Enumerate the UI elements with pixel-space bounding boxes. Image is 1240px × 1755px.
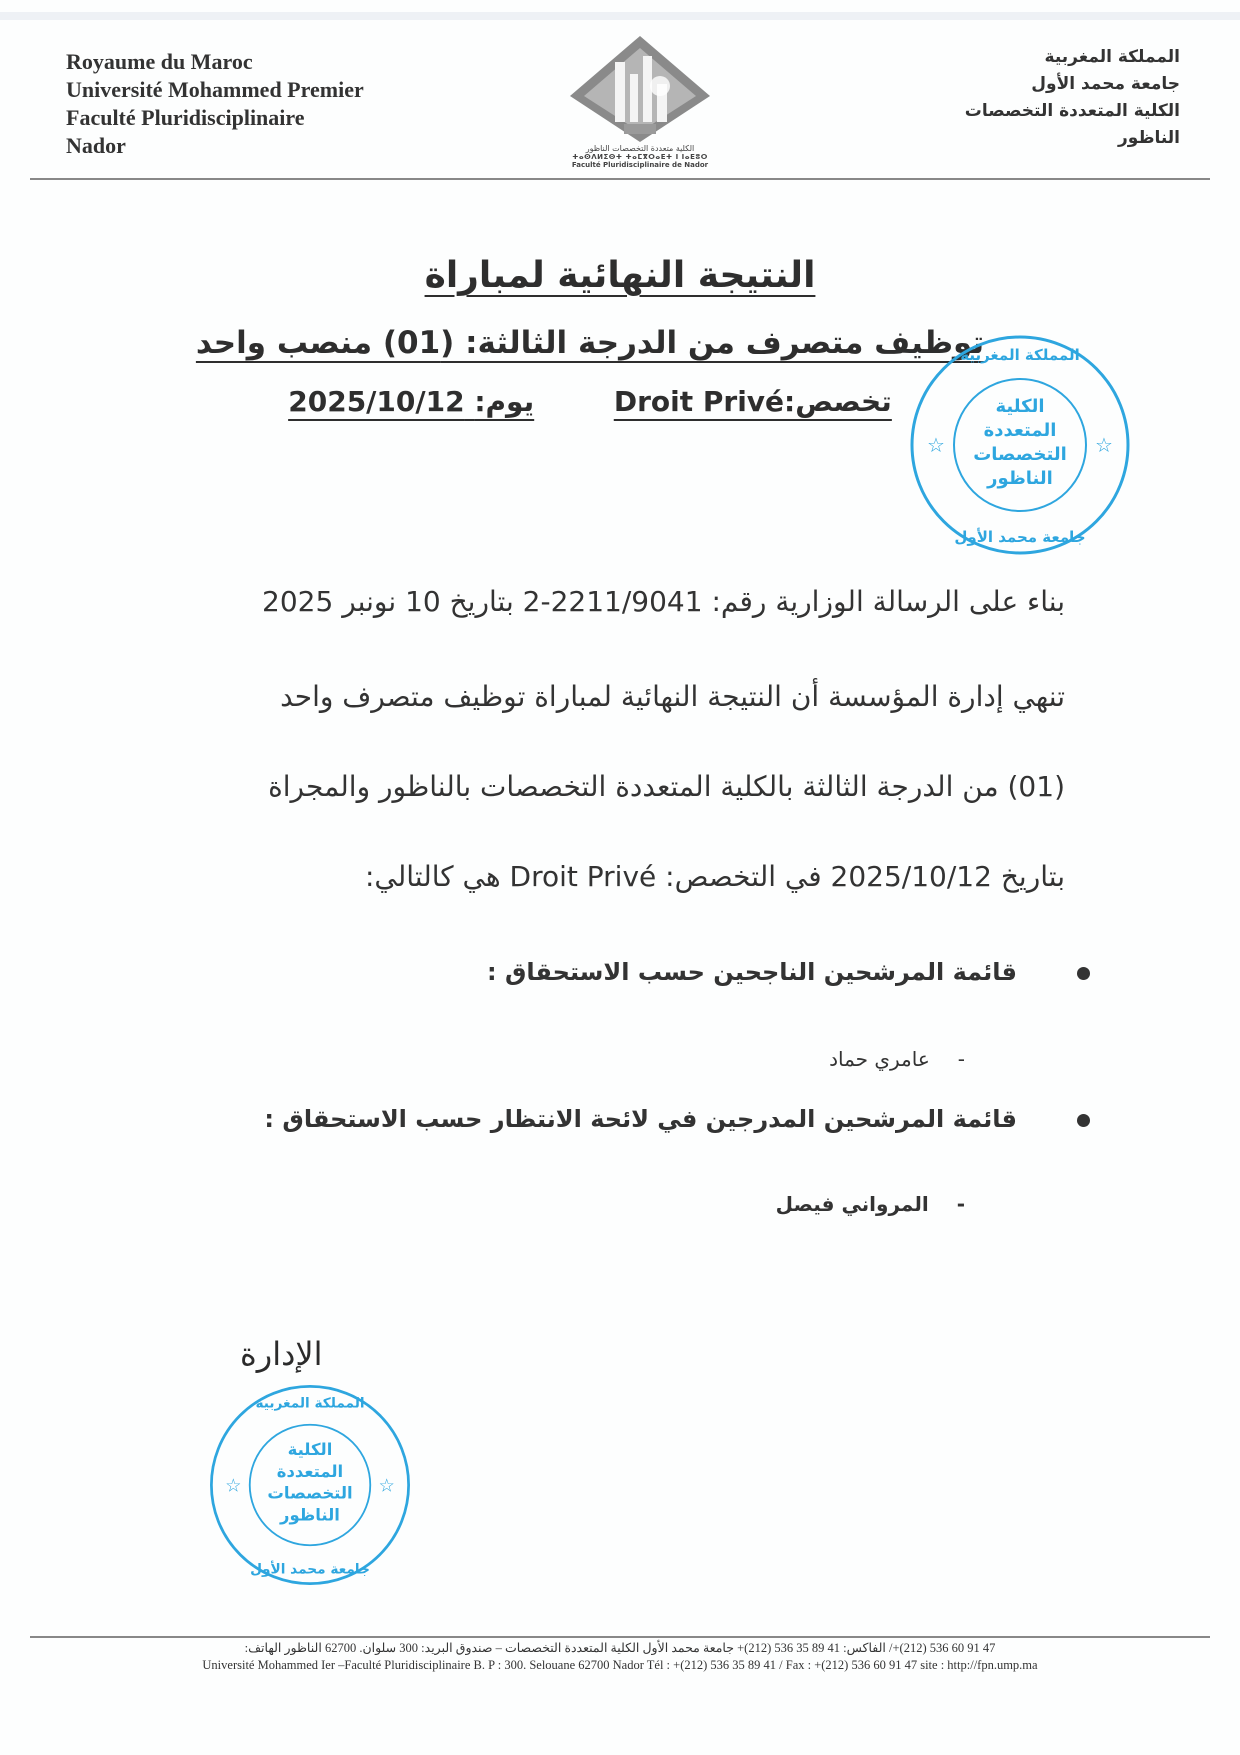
stamp-inner-line: التخصصات (267, 1483, 353, 1503)
header-divider (30, 178, 1210, 180)
scan-edge-strip (0, 12, 1240, 20)
logo-caption-tifinagh: ⵜⴰⵙⴷⵍⵉⵙⵜ ⵜⴰⵎⴳⵔⴰⴹⵜ ⵏ ⵏⴰⴹⵓⵔ (572, 153, 708, 161)
stamp-outer-top: المملكة المغربية (255, 1395, 365, 1412)
stamp-outer-bottom: جامعة محمد الأول (954, 528, 1086, 546)
date-label: يوم: (474, 385, 535, 418)
official-stamp-icon (905, 330, 1135, 560)
specialty-label: تخصص: (784, 385, 892, 418)
specialty (614, 385, 892, 418)
official-stamp-icon (205, 1380, 415, 1590)
stamp-inner-line: المتعددة (276, 1461, 344, 1481)
header-left-line: Faculté Pluridisciplinaire (66, 105, 305, 130)
document-title: النتيجة النهائية لمباراة (424, 255, 816, 296)
header-right-line: الناظور (1118, 128, 1180, 148)
bullet-icon (1077, 967, 1090, 980)
stamp-outer-bottom: جامعة محمد الأول (250, 1561, 370, 1578)
footer-arabic: 47 91 60 536 (212)+/ الفاكس: 41 89 35 536 (212)+ جامعة محمد الأول الكلية المتعددة التخصصات – صندوق البريد: 300 سلوان. 62700 الناظور الهاتف: (244, 1641, 996, 1655)
stamp-inner-line: المتعددة (983, 420, 1057, 441)
list-item: -المرواني فيصل (775, 1192, 965, 1216)
stamp-star-icon: ☆ (225, 1475, 242, 1497)
exam-date (288, 385, 534, 418)
stamp-outer-top: المملكة المغربية (960, 346, 1080, 364)
body-paragraph: بناء على الرسالة الوزارية رقم: 2211/9041-2 بتاريخ 10 نونبر 2025 (262, 585, 1065, 618)
stamp-star-icon: ☆ (1095, 433, 1113, 457)
stamp-star-icon: ☆ (927, 433, 945, 457)
list-heading-successful: قائمة المرشحين الناجحين حسب الاستحقاق : (190, 958, 1090, 986)
signature-label: الإدارة (240, 1335, 323, 1373)
list-heading-waitlist: قائمة المرشحين المدرجين في لائحة الانتظار حسب الاستحقاق : (190, 1105, 1090, 1133)
footer-divider (30, 1636, 1210, 1638)
header-right-arabic (965, 44, 1180, 152)
specialty-value: Droit Privé (613, 385, 785, 418)
body-paragraph: تنهي إدارة المؤسسة أن النتيجة النهائية لمباراة توظيف متصرف واحد (280, 680, 1065, 713)
header-left-line: Nador (66, 133, 126, 158)
footer-french: Université Mohammed Ier –Faculté Pluridisciplinaire B. P : 300. Selouane 62700 Nador Tél : +(212) 536 35 89 41 / Fax : +(212) 536 60 91 47 site : http://fpn.ump.ma (202, 1658, 1038, 1672)
body-paragraph: (01) من الدرجة الثالثة بالكلية المتعددة التخصصات بالناظور والمجراة (268, 770, 1065, 803)
header-right-line: المملكة المغربية (1044, 47, 1180, 67)
logo-caption (540, 144, 740, 169)
header-left-line: Université Mohammed Premier (66, 77, 364, 102)
position-title: توظيف متصرف من الدرجة الثالثة: (01) منصب واحد (195, 325, 985, 361)
body-paragraph: بتاريخ 2025/10/12 في التخصص: Droit Privé هي كالتالي: (364, 860, 1065, 893)
stamp-inner-line: التخصصات (973, 444, 1067, 465)
list-item: -عامري حماد (829, 1047, 965, 1071)
header-right-line: الكلية المتعددة التخصصات (964, 101, 1180, 121)
stamp-inner-line: الناظور (987, 468, 1053, 489)
stamp-inner-line: الكلية (995, 396, 1045, 417)
header-left-french (66, 48, 364, 160)
header-right-line: جامعة محمد الأول (1031, 74, 1180, 94)
logo-caption-french: Faculté Pluridisciplinaire de Nador (571, 161, 709, 169)
date-value: 2025/10/12 (288, 385, 465, 418)
stamp-star-icon: ☆ (378, 1475, 395, 1497)
stamp-inner-line: الناظور (280, 1505, 340, 1525)
bullet-icon (1077, 1114, 1090, 1127)
logo-caption-arabic: الكلية متعددة التخصصات الناظور (585, 144, 695, 153)
header-left-line: Royaume du Maroc (66, 49, 253, 74)
stamp-inner-line: الكلية (287, 1439, 333, 1459)
